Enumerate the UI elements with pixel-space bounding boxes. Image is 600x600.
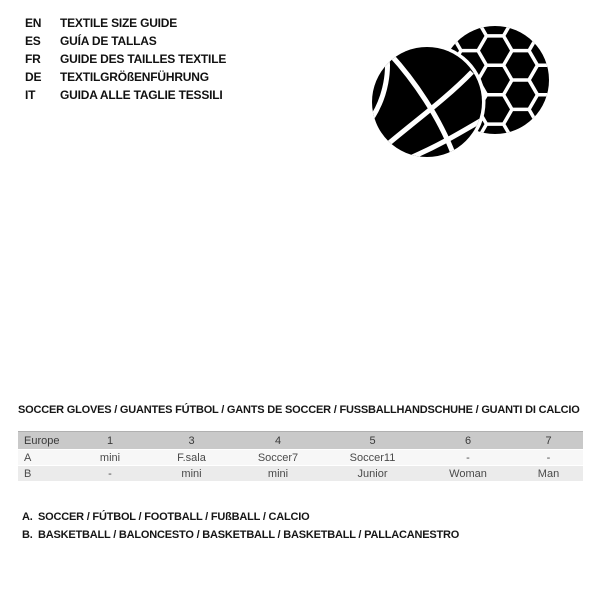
row-label: B bbox=[24, 467, 32, 480]
language-label: GUIDE DES TAILLES TEXTILE bbox=[60, 52, 227, 66]
header-cell: 7 bbox=[545, 434, 552, 447]
table-row bbox=[18, 466, 583, 481]
table-row bbox=[18, 450, 583, 465]
basketball-and-soccer-ball-icon bbox=[352, 6, 564, 182]
table-cell: F.sala bbox=[177, 451, 206, 464]
legend bbox=[22, 508, 459, 544]
table-cell: Soccer11 bbox=[349, 451, 396, 464]
header-cell: 6 bbox=[464, 434, 472, 447]
language-code: EN bbox=[25, 16, 42, 30]
table-cell: mini bbox=[181, 467, 202, 480]
header-cell: 3 bbox=[188, 434, 195, 447]
header-cell: 1 bbox=[106, 434, 114, 447]
header-cell: 5 bbox=[369, 434, 376, 447]
language-label: GUIDA ALLE TAGLIE TESSILI bbox=[60, 88, 223, 102]
language-label: GUÍA DE TALLAS bbox=[60, 34, 157, 48]
table-cell: - bbox=[108, 467, 112, 480]
basketball-icon bbox=[369, 44, 486, 161]
language-label: TEXTILGRÖßENFÜHRUNG bbox=[60, 70, 209, 84]
table-cell: mini bbox=[267, 467, 289, 480]
header-cell: Europe bbox=[24, 434, 60, 447]
language-row bbox=[25, 50, 226, 68]
language-code: IT bbox=[25, 88, 36, 102]
language-row bbox=[25, 86, 226, 104]
language-row bbox=[25, 32, 226, 50]
table-title: SOCCER GLOVES / GUANTES FÚTBOL / GANTS DE SOCCER / FUSSBALLHANDSCHUHE / GUANTI DI CALCIO bbox=[18, 404, 580, 416]
language-code: FR bbox=[25, 52, 41, 66]
legend-text: SOCCER / FÚTBOL / FOOTBALL / FUßBALL / CALCIO bbox=[38, 511, 310, 523]
table-cell: Soccer7 bbox=[257, 451, 299, 464]
table-cell: Junior bbox=[357, 467, 388, 480]
table-cell: mini bbox=[99, 451, 121, 464]
legend-text: BASKETBALL / BALONCESTO / BASKETBALL / BASKETBALL / PALLACANESTRO bbox=[38, 529, 460, 541]
language-row bbox=[25, 68, 226, 86]
size-table bbox=[18, 431, 583, 481]
legend-row bbox=[22, 508, 459, 526]
size-table-body bbox=[18, 450, 583, 481]
row-label: A bbox=[24, 451, 32, 464]
language-row bbox=[25, 14, 226, 32]
language-list bbox=[25, 14, 226, 104]
language-code: DE bbox=[25, 70, 42, 84]
size-table-header bbox=[18, 431, 583, 449]
legend-row bbox=[22, 526, 459, 544]
language-label: TEXTILE SIZE GUIDE bbox=[60, 16, 178, 30]
legend-key: B. bbox=[22, 529, 33, 541]
table-cell: Woman bbox=[449, 467, 487, 480]
table-cell: Man bbox=[537, 467, 560, 480]
table-cell: - bbox=[466, 451, 470, 464]
legend-key: A. bbox=[22, 511, 33, 523]
language-code: ES bbox=[25, 34, 41, 48]
table-cell: - bbox=[546, 451, 551, 464]
header-cell: 4 bbox=[274, 434, 282, 447]
